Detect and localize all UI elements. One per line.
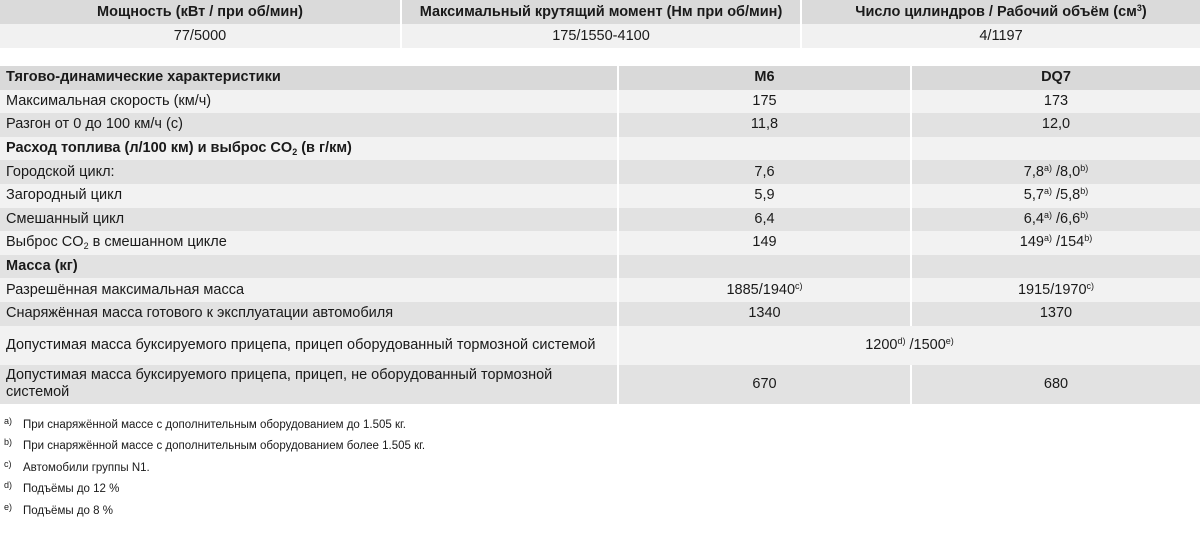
cylinders-header-end: ) bbox=[1141, 4, 1147, 20]
section-mass-row bbox=[0, 255, 1200, 279]
footnote-mark: d) bbox=[897, 335, 906, 346]
footnote-mark: b) bbox=[1080, 162, 1089, 173]
footnote-marker: c) bbox=[4, 458, 12, 469]
footnote-marker: d) bbox=[4, 480, 13, 491]
section-fuel-post: (в г/км) bbox=[297, 140, 352, 157]
table-row bbox=[0, 184, 1200, 208]
dq7-value-b: /5,8 bbox=[1051, 187, 1081, 204]
section-dynamics-title: Тягово-динамические характеристики bbox=[0, 66, 617, 90]
footnote-text: При снаряжённой массе с дополнительным оборудованием более 1.505 кг. bbox=[23, 440, 426, 453]
table-row bbox=[0, 365, 1200, 404]
dq7-value bbox=[910, 160, 1200, 184]
engine-header-row bbox=[0, 0, 1200, 24]
row-label: Загородный цикл bbox=[0, 184, 617, 208]
empty-cell bbox=[617, 255, 910, 279]
m6-value: 670 bbox=[617, 365, 910, 404]
footnote-item bbox=[4, 436, 1200, 458]
footnote-mark: b) bbox=[1084, 233, 1093, 244]
table-row bbox=[0, 278, 1200, 302]
row-label bbox=[0, 231, 617, 255]
trailer-braked-value-b: /1500 bbox=[905, 336, 946, 353]
dq7-value-a: 5,7 bbox=[1023, 187, 1044, 204]
engine-table bbox=[0, 0, 1200, 48]
footnote-mark: b) bbox=[1080, 186, 1089, 197]
footnote-mark: c) bbox=[1086, 280, 1095, 291]
dq7-value: 173 bbox=[910, 90, 1200, 114]
table-row bbox=[0, 113, 1200, 137]
section-mass-title: Масса (кг) bbox=[0, 255, 617, 279]
m6-value: 1340 bbox=[617, 302, 910, 326]
section-fuel-title bbox=[0, 137, 617, 161]
footnote-mark: c) bbox=[795, 280, 803, 291]
dq7-value-a: 6,4 bbox=[1023, 210, 1044, 227]
co2-label-sub: 2 bbox=[83, 241, 89, 252]
m6-value: 11,8 bbox=[617, 113, 910, 137]
cylinders-header-sup: 3 bbox=[1136, 3, 1142, 13]
dq7-value-b: /6,6 bbox=[1051, 210, 1081, 227]
footnote-text: Автомобили группы N1. bbox=[23, 461, 150, 474]
dq7-value: 680 bbox=[910, 365, 1200, 404]
footnote-mark: a) bbox=[1043, 162, 1052, 173]
table-row bbox=[0, 326, 1200, 365]
footnote-mark: e) bbox=[945, 335, 954, 346]
dq7-value bbox=[910, 231, 1200, 255]
footnote-mark: a) bbox=[1043, 186, 1052, 197]
dq7-value-a: 7,8 bbox=[1023, 163, 1044, 180]
cylinders-header bbox=[800, 0, 1200, 24]
dq7-value bbox=[910, 184, 1200, 208]
table-row bbox=[0, 302, 1200, 326]
footnote-item bbox=[4, 479, 1200, 501]
row-label: Допустимая масса буксируемого прицепа, прицеп, не оборудованный тормозной системой bbox=[0, 365, 617, 404]
row-label: Допустимая масса буксируемого прицепа, прицеп оборудованный тормозной системой bbox=[0, 326, 617, 365]
col-dq7-header: DQ7 bbox=[910, 66, 1200, 90]
row-label: Максимальная скорость (км/ч) bbox=[0, 90, 617, 114]
trailer-braked-value-a: 1200 bbox=[865, 336, 898, 353]
row-label: Разрешённая максимальная масса bbox=[0, 278, 617, 302]
m6-value: 6,4 bbox=[617, 208, 910, 232]
footnote-marker: b) bbox=[4, 437, 13, 448]
footnote-item bbox=[4, 415, 1200, 437]
dq7-value-a: 149 bbox=[1019, 234, 1044, 251]
dq7-value bbox=[910, 208, 1200, 232]
footnote-marker: e) bbox=[4, 501, 13, 512]
co2-label-post: в смешанном цикле bbox=[88, 234, 227, 251]
m6-value: 149 bbox=[617, 231, 910, 255]
footnote-item bbox=[4, 458, 1200, 480]
footnote-item bbox=[4, 501, 1200, 523]
row-label: Разгон от 0 до 100 км/ч (с) bbox=[0, 113, 617, 137]
m6-value: 7,6 bbox=[617, 160, 910, 184]
footnote-mark: a) bbox=[1043, 233, 1052, 244]
cylinders-header-text: Число цилиндров / Рабочий объём (см bbox=[855, 4, 1137, 20]
table-gap bbox=[0, 48, 1200, 66]
dq7-value: 12,0 bbox=[910, 113, 1200, 137]
co2-label-pre: Выброс CO bbox=[6, 234, 84, 251]
section-fuel-pre: Расход топлива (л/100 км) и выброс CO bbox=[6, 140, 293, 157]
torque-header: Максимальный крутящий момент (Нм при об/мин) bbox=[400, 0, 800, 24]
m6-value: 175 bbox=[617, 90, 910, 114]
m6-value: 5,9 bbox=[617, 184, 910, 208]
footnote-text: Подъёмы до 12 % bbox=[23, 483, 120, 496]
section-fuel-row bbox=[0, 137, 1200, 161]
section-dynamics-row bbox=[0, 66, 1200, 90]
m6-value bbox=[617, 278, 910, 302]
table-row bbox=[0, 160, 1200, 184]
row-label: Снаряжённая масса готового к эксплуатации автомобиля bbox=[0, 302, 617, 326]
dq7-value-b: /8,0 bbox=[1051, 163, 1081, 180]
dq7-value bbox=[910, 278, 1200, 302]
dq7-value-text: 1915/1970 bbox=[1017, 281, 1087, 298]
footnote-mark: b) bbox=[1080, 209, 1089, 220]
dq7-value-b: /154 bbox=[1051, 234, 1085, 251]
dq7-value: 1370 bbox=[910, 302, 1200, 326]
row-label: Городской цикл: bbox=[0, 160, 617, 184]
table-row bbox=[0, 231, 1200, 255]
power-header: Мощность (кВт / при об/мин) bbox=[0, 0, 400, 24]
col-m6-header: M6 bbox=[617, 66, 910, 90]
row-label: Смешанный цикл bbox=[0, 208, 617, 232]
cylinders-value: 4/1197 bbox=[800, 24, 1200, 48]
power-value: 77/5000 bbox=[0, 24, 400, 48]
footnote-marker: a) bbox=[4, 415, 13, 426]
specs-table bbox=[0, 66, 1200, 404]
footnotes bbox=[0, 415, 1200, 523]
section-fuel-sub: 2 bbox=[292, 147, 298, 158]
table-row bbox=[0, 208, 1200, 232]
torque-value: 175/1550-4100 bbox=[400, 24, 800, 48]
footnote-mark: a) bbox=[1043, 209, 1052, 220]
table-row bbox=[0, 90, 1200, 114]
footnote-text: При снаряжённой массе с дополнительным оборудованием до 1.505 кг. bbox=[23, 418, 407, 431]
m6-value-text: 1885/1940 bbox=[726, 281, 796, 298]
empty-cell bbox=[910, 137, 1200, 161]
empty-cell bbox=[910, 255, 1200, 279]
empty-cell bbox=[617, 137, 910, 161]
engine-value-row bbox=[0, 24, 1200, 48]
footnote-text: Подъёмы до 8 % bbox=[23, 504, 113, 517]
merged-value bbox=[617, 326, 1200, 365]
